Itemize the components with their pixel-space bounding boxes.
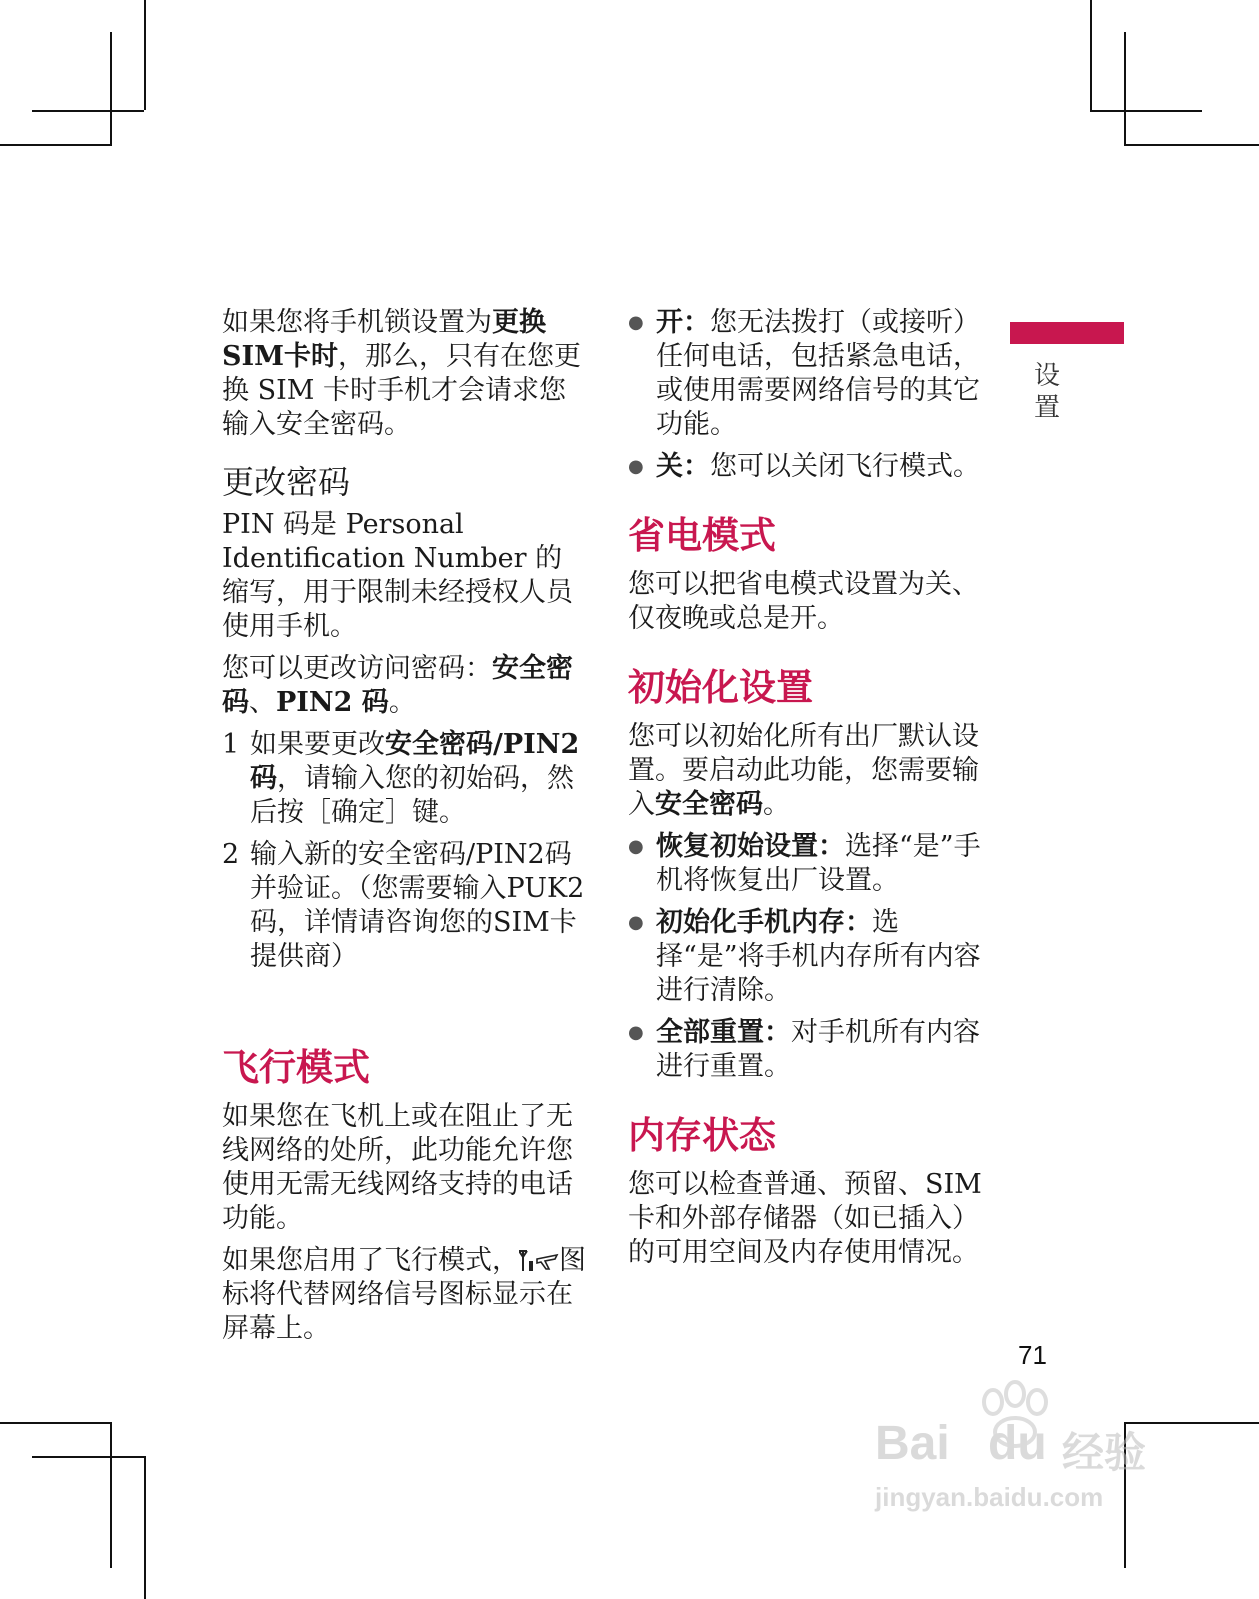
step-number: 2 bbox=[222, 839, 240, 870]
list-item: ● 全部重置：对手机所有内容进行重置。 bbox=[628, 1016, 996, 1084]
flight-mode-options bbox=[628, 306, 996, 484]
flight-mode-description: 如果您在飞机上或在阻止了无线网络的处所，此功能允许您使用无需无线网络支持的电话功能。 bbox=[222, 1101, 573, 1234]
side-tab-bar bbox=[1010, 322, 1124, 344]
list-item: ● 初始化手机内存：选择“是”将手机内存所有内容进行清除。 bbox=[628, 906, 996, 1008]
flight-mode-heading: 飞行模式 bbox=[222, 1045, 370, 1089]
crop-mark bbox=[1124, 32, 1126, 144]
crop-mark bbox=[144, 1456, 146, 1599]
watermark-brand: Bai bbox=[875, 1417, 950, 1470]
intro-paragraph: 如果您将手机锁设置为更换SIM卡时，那么，只有在您更换 SIM 卡时手机才会请求您输入安全密码。 bbox=[222, 307, 582, 440]
page-number: 71 bbox=[1018, 1340, 1047, 1370]
memory-status-description: 您可以检查普通、预留、SIM卡和外部存储器（如已插入）的可用空间及内存使用情况。 bbox=[628, 1169, 982, 1268]
watermark-url: jingyan.baidu.com bbox=[875, 1482, 1104, 1512]
crop-mark bbox=[32, 110, 144, 112]
left-column bbox=[222, 306, 588, 1354]
baidu-watermark bbox=[870, 1380, 1170, 1520]
right-column bbox=[628, 306, 996, 1278]
crop-mark bbox=[110, 32, 112, 144]
change-access-paragraph: 您可以更改访问密码：安全密码、PIN2 码。 bbox=[222, 653, 573, 718]
crop-mark bbox=[0, 1422, 112, 1424]
pin-definition: PIN 码是 Personal Identification Number 的缩写，用于限制未经授权人员使用手机。 bbox=[222, 509, 573, 642]
memory-status-heading: 内存状态 bbox=[628, 1113, 776, 1157]
crop-mark bbox=[0, 144, 112, 146]
power-saving-description: 您可以把省电模式设置为关、仅夜晚或总是开。 bbox=[628, 569, 979, 634]
crop-mark bbox=[110, 1422, 112, 1568]
list-item: ● 关：您可以关闭飞行模式。 bbox=[628, 450, 996, 484]
step-item: 1 如果要更改安全密码/PIN2码，请输入您的初始码，然后按［确定］键。 bbox=[222, 729, 580, 828]
reset-options bbox=[628, 830, 996, 1084]
crop-mark bbox=[1090, 0, 1092, 112]
list-item: ● 恢复初始设置：选择“是”手机将恢复出厂设置。 bbox=[628, 830, 996, 898]
crop-mark bbox=[1124, 144, 1259, 146]
power-saving-heading: 省电模式 bbox=[628, 513, 776, 557]
reset-heading: 初始化设置 bbox=[628, 665, 813, 709]
list-item: ● 开：您无法拨打（或接听）任何电话，包括紧急电话，或使用需要网络信号的其它功能。 bbox=[628, 306, 996, 442]
change-password-heading: 更改密码 bbox=[222, 463, 351, 501]
step-number: 1 bbox=[222, 729, 240, 760]
flight-mode-icon bbox=[519, 1247, 559, 1273]
side-tab-label: 设置 bbox=[1033, 361, 1060, 423]
crop-mark bbox=[32, 1456, 144, 1458]
watermark-cn: 经验 bbox=[1062, 1428, 1147, 1477]
crop-mark bbox=[1090, 110, 1202, 112]
flight-mode-icon-note: 如果您启用了飞行模式， 图标将代替网络信号图标显示在屏幕上。 bbox=[222, 1245, 586, 1344]
crop-mark bbox=[144, 0, 146, 110]
watermark-brand-2: du bbox=[988, 1417, 1047, 1470]
reset-description: 您可以初始化所有出厂默认设置。要启动此功能，您需要输入安全密码。 bbox=[628, 721, 979, 820]
step-item: 2 输入新的安全密码/PIN2码并验证。（您需要输入PUK2码，详情请咨询您的SIM卡提供商） bbox=[222, 839, 585, 972]
